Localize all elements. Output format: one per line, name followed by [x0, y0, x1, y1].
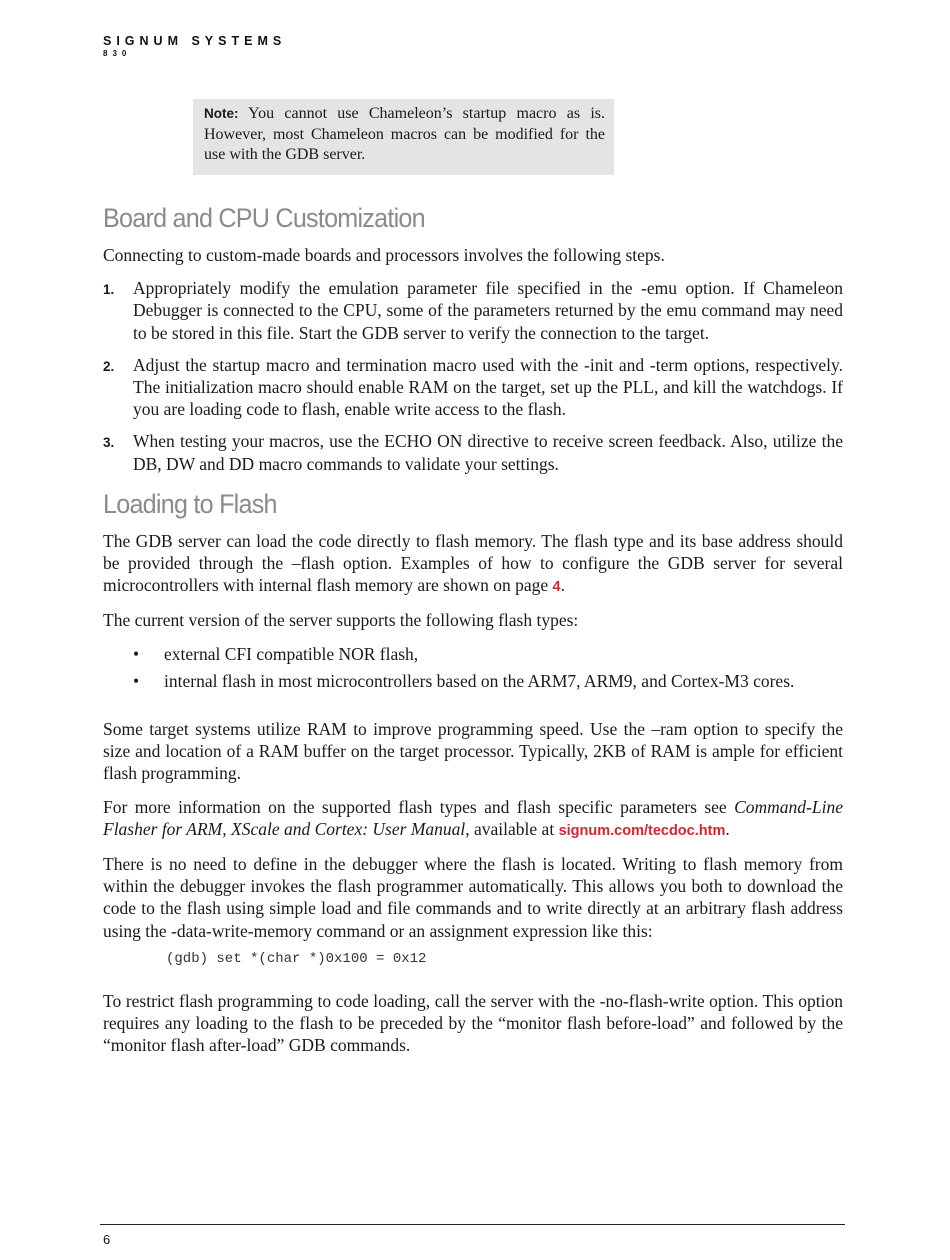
paragraph: There is no need to define in the debugger where the flash is located. Writing to flash memory from within the debugger invokes the flash programmer automatically. This allows you both to download the code to the flash using simple load and file commands and to write directly at an arbitrary flash address using the -data-write-memory command or an assignment expression like this:: [103, 854, 843, 941]
company-name: SIGNUM SYSTEMS: [103, 34, 287, 48]
section-title-loading-flash: Loading to Flash: [103, 488, 277, 519]
page-link[interactable]: 4: [552, 579, 561, 596]
paragraph: Some target systems utilize RAM to improve programming speed. Use the –ram option to specify the size and location of a RAM buffer on the target processor. Typically, 2KB of RAM is ample for efficient flash programming.: [103, 719, 843, 784]
paragraph-text: The GDB server can load the code directly to flash memory. The flash type and its base address should be provided through the –flash option. Examples of how to configure the GDB server for several microcontrollers with internal flash memory are shown on page: [103, 530, 843, 596]
list-item: [103, 643, 843, 665]
bullet-icon: •: [133, 670, 140, 691]
note-label: Note:: [204, 106, 239, 121]
footer-divider: [100, 1224, 845, 1225]
flash-types-list: [103, 643, 843, 692]
paragraph: [103, 530, 843, 599]
step-text: Adjust the startup macro and termination macro used with the -init and -term options, respectively. The initialization macro should enable RAM on the target, set up the PLL, and kill the watchdogs. If you are loading code to flash, enable write access to the flash.: [133, 354, 843, 420]
section-title-board-cpu: Board and CPU Customization: [103, 203, 425, 233]
step-text: Appropriately modify the emulation parameter file specified in the -emu option. If Chameleon Debugger is connected to the CPU, some of the parameters returned by the emu command may need to be stored in this file. Start the GDB server to verify the connection to the target.: [133, 278, 843, 343]
step-number: 2.: [103, 358, 115, 374]
document-number: 830: [103, 49, 132, 58]
note-text: You cannot use Chameleon’s startup macro as is. However, most Chameleon macros can be modified for the use with the GDB server.: [204, 105, 605, 163]
paragraph-text: available at: [469, 818, 559, 839]
list-item: [103, 670, 843, 692]
paragraph: To restrict flash programming to code loading, call the server with the -no-flash-write option. This option requires any loading to the flash to be preceded by the “monitor flash before-load” and followed by the “monitor flash after-load” GDB commands.: [103, 991, 843, 1056]
section-intro: Connecting to custom-made boards and processors involves the following steps.: [103, 245, 665, 265]
website-link[interactable]: signum.com/tecdoc.htm: [558, 822, 726, 839]
manual-title: Command-Line Flasher for ARM, XScale and Cortex: User Manual,: [103, 796, 843, 839]
list-item: [103, 430, 843, 474]
step-text: When testing your macros, use the ECHO ON directive to receive screen feedback. Also, utilize the DB, DW and DD macro commands to validate your settings.: [133, 431, 843, 474]
paragraph: The current version of the server supports the following flash types:: [103, 610, 579, 631]
step-number: 3.: [103, 435, 115, 451]
paragraph: [103, 796, 843, 842]
list-item-text: external CFI compatible NOR flash,: [164, 643, 419, 664]
steps-list: [103, 277, 843, 475]
step-number: 1.: [103, 282, 115, 298]
list-item: [103, 354, 843, 421]
code-example: (gdb) set *(char *)0x100 = 0x12: [166, 950, 427, 967]
main-content: [103, 202, 843, 1068]
bullet-icon: •: [133, 643, 140, 664]
paragraph-text: .: [725, 818, 730, 839]
note-box: [193, 99, 614, 175]
list-item: [103, 277, 843, 344]
paragraph-text: For more information on the supported flash types and flash specific parameters see: [103, 796, 735, 817]
list-item-text: internal flash in most microcontrollers based on the ARM7, ARM9, and Cortex-M3 cores.: [164, 670, 795, 691]
page-number: 6: [103, 1232, 111, 1247]
paragraph-text: .: [560, 575, 565, 596]
